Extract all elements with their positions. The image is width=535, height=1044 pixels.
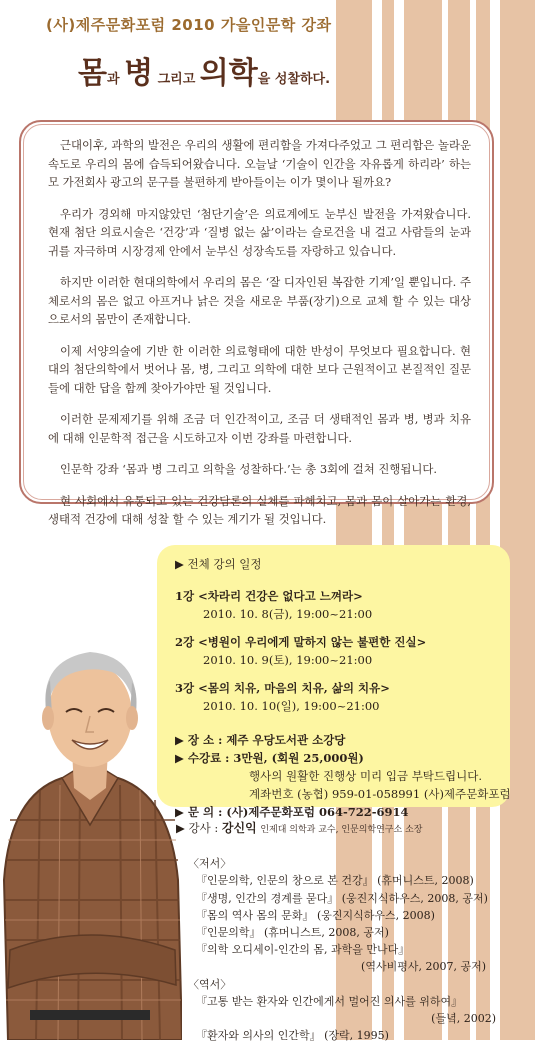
schedule-box [157, 545, 511, 819]
speaker-prefix: ▶ 강사 : [176, 821, 222, 835]
speaker-role: 인제대 의학과 교수, 인문의학연구소 소장 [260, 825, 423, 835]
intro-paragraph: 우리가 경외해 마지않았던 ‘첨단기술’은 의료계에도 눈부신 발전을 가져왔습니다. 현재 첨단 의료시술은 ‘건강’과 ‘질병 없는 삶’이라는 슬로건을 내 걸고 사람들의 눈과 귀를 자극하며 시장경제 안에서 눈부신 성장속도를 자랑하고 있습니다. [48, 206, 471, 258]
title-particle: 과 [106, 72, 125, 87]
lecture-date: 2010. 10. 8(금), 19:00~21:00 [203, 607, 373, 621]
lecture-title: 1강 <차라리 건강은 없다고 느껴라> [175, 589, 363, 603]
title-word-medicine: 의학 [199, 56, 258, 91]
speaker-photo [0, 620, 182, 1040]
title-word-disease: 병 [124, 56, 154, 91]
translations-heading: 〈역서〉 [188, 977, 232, 991]
book-item: 『인문의학』 (휴머니스트, 2008, 공저) [196, 926, 389, 940]
intro-paragraph: 근대이후, 과학의 발전은 우리의 생활에 편리함을 가져다주었고 그 편리함은 놀라운 속도로 우리의 몸에 습득되어왔습니다. 오늘날 ‘기술이 인간을 자유롭게 하리라’ 하는 모 가전회사 광고의 문구를 불편하게 받아들이는 이가 몇이나 될까요? [48, 138, 471, 189]
lecture-title: 2강 <병원이 우리에게 말하지 않는 불편한 진실> [175, 635, 427, 649]
page-title [78, 48, 330, 92]
lecture-date: 2010. 10. 9(토), 19:00~21:00 [203, 653, 373, 667]
organizer-title: (사)제주문화포럼 2010 가을인문학 강좌 [46, 16, 332, 34]
translation-item: 『고통 받는 환자와 인간에게서 멀어진 의사를 위하여』 [196, 994, 463, 1008]
title-particle: 그리고 [153, 72, 200, 87]
intro-paragraph: 하지만 이러한 현대의학에서 우리의 몸은 ‘잘 디자인된 복잡한 기계’일 뿐입니다. 주체로서의 몸은 없고 아프거나 낡은 것을 새로운 부품(장기)으로 교체 할 수 있는 대상으로서의 몸만이 존재합니다. [48, 275, 471, 326]
translation-item: 『환자와 의사의 인간학』 (장락, 1995) [196, 1029, 389, 1043]
lecture-title: 3강 <몸의 치유, 마음의 치유, 삶의 치유> [175, 681, 390, 695]
intro-paragraph: 이제 서양의술에 기반 한 이러한 의료형태에 대한 반성이 무엇보다 필요합니다. 현대의 첨단의학에서 벗어나 몸, 병, 그리고 의학에 대한 보다 근원적이고 본질적인 질문들에 대한 답을 함께 찾아가야만 될 것입니다. [48, 343, 471, 395]
contact-info: ▶ 문 의 : (사)제주문화포럼 064-722-6914 [175, 805, 409, 819]
book-item: 『생명, 인간의 경계를 묻다』 (웅진지식하우스, 2008, 공저) [196, 891, 488, 905]
intro-paragraph: 인문학 강좌 ‘몸과 병 그리고 의학을 성찰하다.’는 총 3회에 걸쳐 진행됩니다. [60, 462, 438, 476]
speaker-section [176, 820, 526, 1044]
book-item: 『의학 오디세이-인간의 몸, 과학을 만나다』 [196, 943, 410, 957]
speaker-line [176, 820, 526, 839]
book-item: 『인문의학, 인문의 창으로 본 건강』 (휴머니스트, 2008) [196, 874, 474, 888]
title-particle: 을 성찰하다. [257, 72, 331, 87]
intro-paragraph: 현 사회에서 유통되고 있는 건강담론의 실체를 파헤치고, 몸과 몸이 살아가는 환경, 생태적 건강에 대해 성찰 할 수 있는 계기가 될 것입니다. [48, 493, 471, 526]
intro-box [19, 120, 494, 526]
intro-text [23, 124, 490, 526]
translation-publisher: (들녘, 2002) [431, 1012, 496, 1026]
title-word-body: 몸 [78, 56, 107, 91]
books-heading: 〈저서〉 [188, 857, 232, 871]
place-info: ▶ 장 소 : 제주 우당도서관 소강당 [175, 733, 346, 747]
intro-paragraph: 이러한 문제제기를 위해 조금 더 인간적이고, 조금 더 생태적인 몸과 병, 병과 치유에 대해 인문학적 접근을 시도하고자 이번 강좌를 마련합니다. [48, 412, 471, 445]
lecture-date: 2010. 10. 10(일), 19:00~21:00 [203, 699, 380, 713]
book-item: 『몸의 역사 몸의 문화』 (웅진지식하우스, 2008) [196, 908, 435, 922]
speaker-name: 강신익 [221, 821, 257, 835]
schedule-heading: ▶ 전체 강의 일정 [175, 557, 262, 571]
book-publisher: (역사비평사, 2007, 공저) [361, 960, 486, 974]
fee-note: 행사의 원활한 진행상 미리 입금 부탁드립니다. [249, 769, 483, 783]
bank-account: 계좌번호 (농협) 959-01-058991 (사)제주문화포럼 [249, 787, 511, 801]
fee-info: ▶ 수강료 : 3만원, (회원 25,000원) [175, 751, 364, 765]
